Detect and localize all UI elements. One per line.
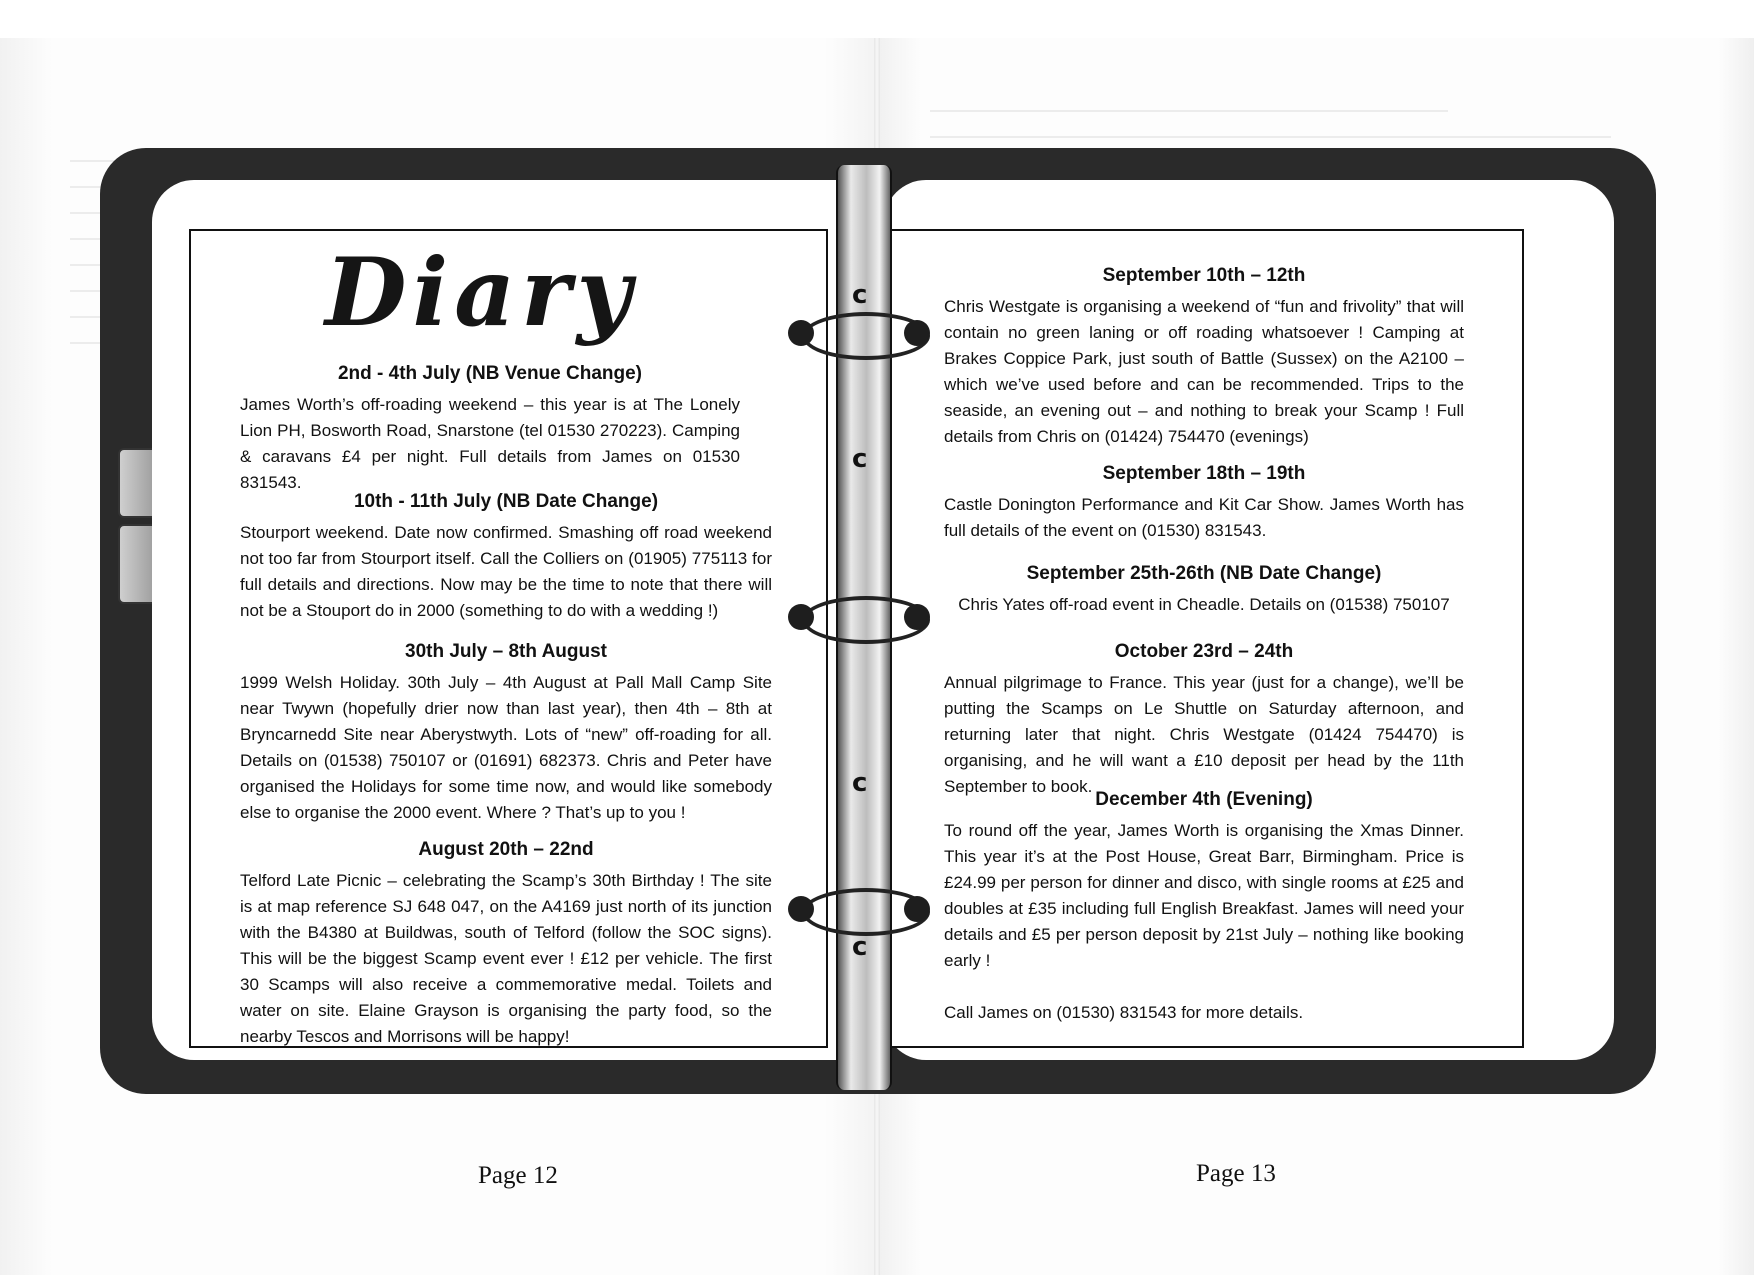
entry-text: Telford Late Picnic – celebrating the Scamp’s 30th Birthday ! The site is at map reference SJ 648 047, on the A4169 just north of its junction with the B4380 at Buildwas, south of Telford (follow the SOC signs). This will be the biggest Scamp event ever ! £12 per vehicle. The first 30 Scamps will also receive a commemorative medal. Toilets and water on site. Elaine Grayson is organising the party food, so the nearby Tescos and Morrisons will be happy!: [240, 871, 772, 1046]
binder-clip-icon: c: [852, 932, 868, 962]
diary-entry: [944, 788, 1464, 1026]
ring-end-icon: [788, 320, 814, 346]
entry-heading: 10th - 11th July (NB Date Change): [353, 491, 659, 512]
diary-entry: [944, 264, 1464, 450]
entry-text: Annual pilgrimage to France. This year (just for a change), we’ll be putting the Scamps on Le Shuttle on Saturday afternoon, and returning later that night. Chris Westgate (01424 754470) is organising, and he will want a £10 deposit per head by the 11th September to book.: [944, 673, 1464, 796]
entry-text: To round off the year, James Worth is organising the Xmas Dinner. This year it’s at the Post House, Great Barr, Birmingham. Price is £24.99 per person for dinner and disco, with single rooms at £25 and doubles at £35 including full English Breakfast. James will need your details and £5 per person deposit by 21st July – nothing like booking early !: [944, 821, 1464, 970]
diary-entry: [944, 562, 1464, 618]
binder-clip-icon: c: [852, 444, 868, 474]
entry-heading: September 25th-26th (NB Date Change): [1026, 563, 1382, 584]
diary-title: Diary: [325, 238, 638, 348]
binder-clip-icon: c: [852, 768, 868, 798]
entry-extra-text: Call James on (01530) 831543 for more details.: [944, 1003, 1304, 1022]
entry-heading: 2nd - 4th July (NB Venue Change): [337, 363, 643, 384]
entry-text: James Worth’s off-roading weekend – this year is at The Lonely Lion PH, Bosworth Road, Snarstone (tel 01530 270223). Camping & caravans £4 per night. Full details from James on 01530 831543.: [240, 395, 740, 492]
entry-text: Chris Westgate is organising a weekend of “fun and frivolity” that will contain no green laning or off roading whatsoever ! Camping at Brakes Coppice Park, just south of Battle (Sussex) on the A2100 – which we’ve used before and can be recommended. Trips to the seaside, an evening out – and nothing to break your Scamp ! Full details from Chris on (01424) 754470 (evenings): [944, 297, 1464, 446]
ring-end-icon: [904, 320, 930, 346]
entry-heading: September 10th – 12th: [1102, 265, 1306, 286]
diary-entry: [240, 640, 772, 826]
diary-entry: [944, 462, 1464, 544]
ring-end-icon: [904, 896, 930, 922]
ring-end-icon: [788, 896, 814, 922]
ring-end-icon: [904, 604, 930, 630]
entry-heading: October 23rd – 24th: [1114, 641, 1294, 662]
entry-heading: August 20th – 22nd: [418, 839, 594, 860]
entry-heading: September 18th – 19th: [1102, 463, 1306, 484]
diary-entry: [240, 490, 772, 624]
entry-text: Castle Donington Performance and Kit Car Show. James Worth has full details of the event on (01530) 831543.: [944, 495, 1464, 540]
entry-text: Chris Yates off-road event in Cheadle. Details on (01538) 750107: [958, 595, 1450, 614]
entry-text: 1999 Welsh Holiday. 30th July – 4th August at Pall Mall Camp Site near Twywn (hopefully drier now than last year), then 4th – 8th at Bryncarnedd Site near Aberystwyth. Lots of “new” off-roading for all. Details on (01538) 750107 or (01691) 682373. Chris and Peter have organised the Holidays for some time now, and would like somebody else to organise the 2000 event. Where ? That’s up to you !: [240, 673, 772, 822]
ring-end-icon: [788, 604, 814, 630]
diary-entry: [944, 640, 1464, 800]
entry-text: Stourport weekend. Date now confirmed. Smashing off road weekend not too far from Stourport itself. Call the Colliers on (01905) 775113 for full details and directions. Now may be the time to note that there will not be a Stouport do in 2000 (something to do with a wedding !): [240, 523, 772, 620]
diary-entry: [240, 362, 740, 496]
page-number-right: Page 13: [1196, 1160, 1276, 1187]
diary-entry: [240, 838, 772, 1050]
page-number-left: Page 12: [478, 1162, 558, 1189]
binder-clip-icon: c: [852, 280, 868, 310]
entry-heading: 30th July – 8th August: [405, 641, 607, 662]
entry-heading: December 4th (Evening): [1095, 789, 1313, 810]
